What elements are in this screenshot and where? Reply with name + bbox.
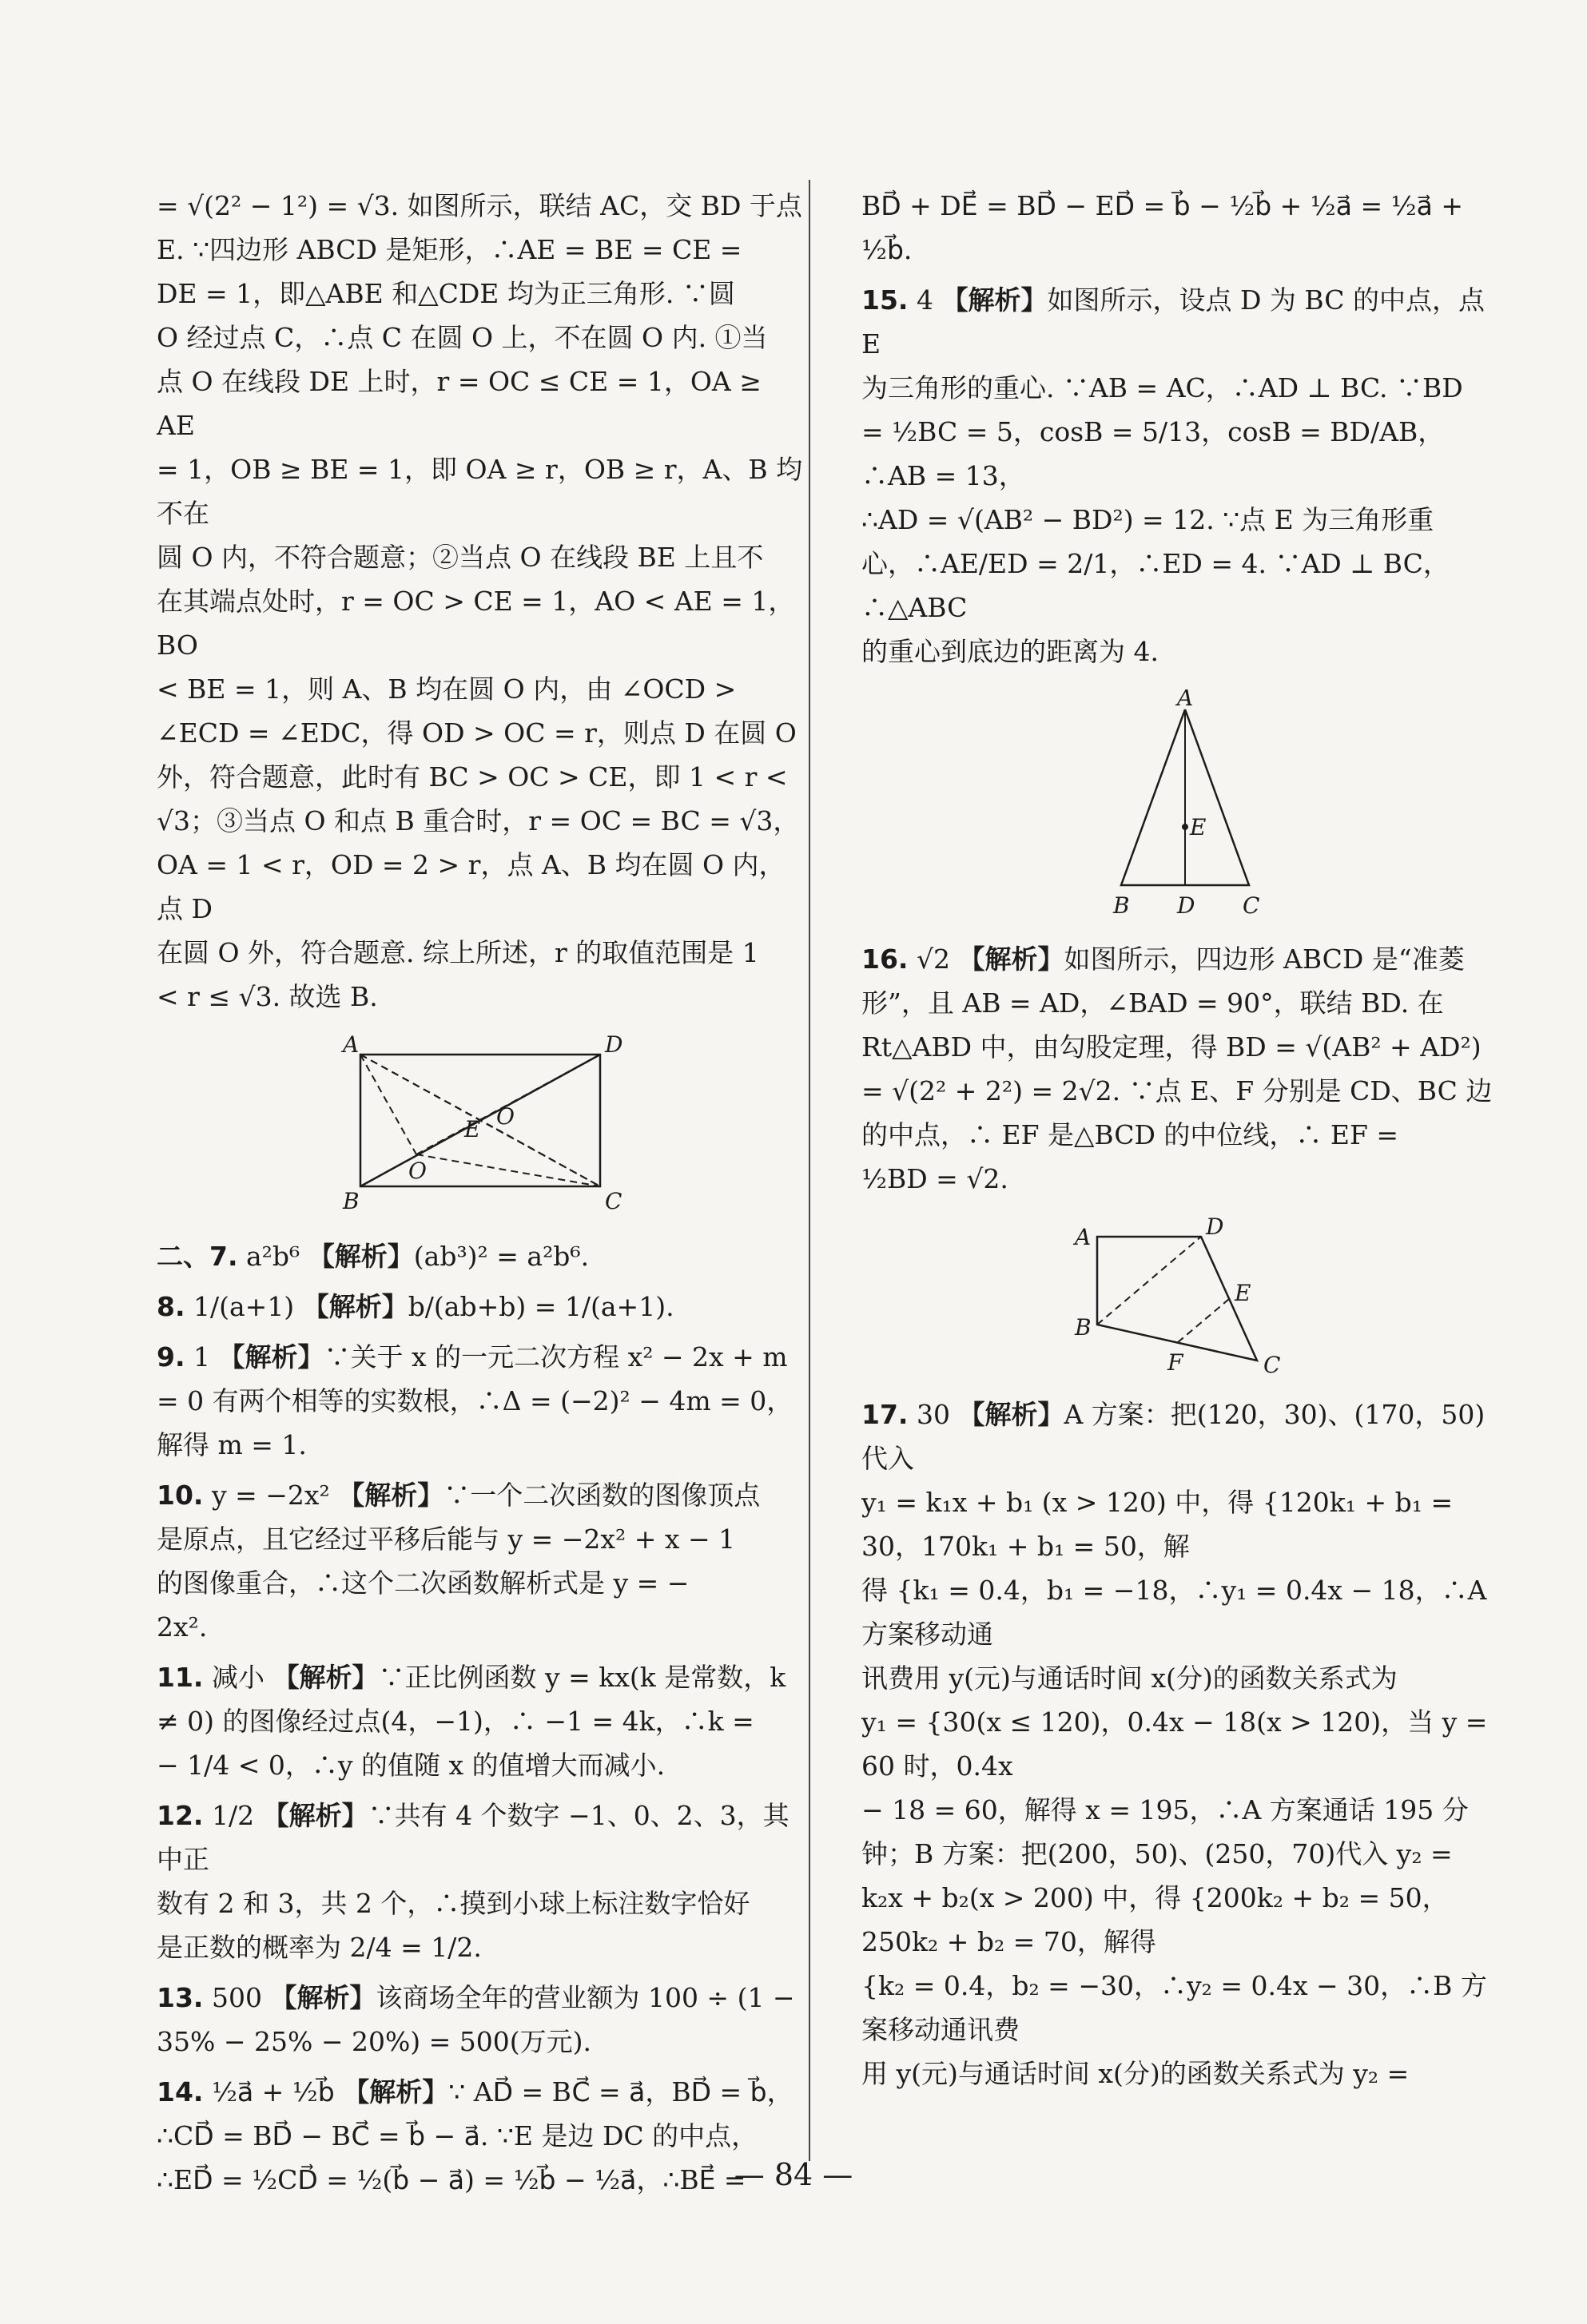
quadrilateral-figure <box>1065 1217 1305 1377</box>
label-O-lower: O <box>408 1158 427 1184</box>
label-D: D <box>1177 892 1195 919</box>
question-17: 17. 30 【解析】A 方案：把(120，30)、(170，50)代入 y₁ = k₁x + b₁ (x > 120) 中，得 {120k₁ + b₁ = 30，170k₁ + b₁ = 50，解 得 {k₁ = 0.4，b₁ = −18，∴y₁ = 0.4x − 18，∴A 方案移动通 讯费用 y(元)与通话时间 x(分)的函数关系式为 y₁ = {30(x ≤ 120)，0.4x − 18(x > 120)，当 y = 60 时，0.4x − 18 = 60，解得 x = 195，∴A 方案通话 195 分 钟；B 方案：把(200，50)、(250，70)代入 y₂ = k₂x + b₂(x > 200) 中，得 {200k₂ + b₂ = 50，250k₂ + b₂ = 70，解得 {k₂ = 0.4，b₂ = −30，∴y₂ = 0.4x − 30，∴B 方案移动通讯费 用 y(元)与通话时间 x(分)的函数关系式为 y₂ = <box>861 1399 1488 2089</box>
question-14-continued: BD⃗ + DE⃗ = BD⃗ − ED⃗ = b⃗ − ½b⃗ + ½a⃗ = ½a⃗ + ½b⃗. <box>861 190 1463 265</box>
label-C: C <box>605 1188 622 1214</box>
rectangle-figure <box>336 1035 624 1218</box>
answer: y = −2x² <box>211 1480 330 1511</box>
left-column <box>157 184 804 2208</box>
answer: 1/(a+1) <box>193 1291 295 1322</box>
page-number: — 84 — <box>734 2157 853 2192</box>
question-7: 二、7. a²b⁶ 【解析】(ab³)² = a²b⁶. <box>157 1241 590 1272</box>
label-A: A <box>343 1035 360 1058</box>
answer: 500 <box>211 1982 262 2013</box>
label-E: E <box>464 1116 481 1142</box>
right-column <box>861 184 1509 2102</box>
question-11: 11. 减小 【解析】∵正比例函数 y = kx(k 是常数，k ≠ 0) 的图像经过点(4，−1)，∴ −1 = 4k，∴k = − 1/4 < 0，∴y 的值随 x 的值增大而减小. <box>157 1662 786 1781</box>
answer: 减小 <box>211 1662 264 1693</box>
answer: 1/2 <box>211 1800 255 1831</box>
answer: a²b⁶ <box>246 1241 300 1272</box>
label-E: E <box>1235 1280 1251 1306</box>
answer: ½a⃗ + ½b⃗ <box>211 2076 335 2107</box>
answer: 30 <box>916 1399 950 1430</box>
label-C: C <box>1263 1352 1281 1377</box>
question-8: 8. 1/(a+1) 【解析】b/(ab+b) = 1/(a+1). <box>157 1291 674 1322</box>
label-E: E <box>1190 814 1207 840</box>
label-C: C <box>1243 892 1260 919</box>
answer: 4 <box>916 284 933 316</box>
label-D: D <box>1206 1217 1224 1240</box>
triangle-figure <box>1081 689 1289 921</box>
label-A: A <box>1177 689 1194 711</box>
label-B: B <box>1075 1314 1092 1341</box>
question-14: 14. ½a⃗ + ½b⃗ 【解析】∵ AD⃗ = BC⃗ = a⃗，BD⃗ = b⃗， ∴CD⃗ = BD⃗ − BC⃗ = b⃗ − a⃗. ∵E 是边 DC 的中点， ∴ED⃗ = ½CD⃗ = ½(b⃗ − a⃗) = ½b⃗ − ½a⃗，∴BE⃗ = <box>157 2076 794 2195</box>
question-15: 15. 4 【解析】如图所示，设点 D 为 BC 的中点，点 E 为三角形的重心. ∵AB = AC，∴AD ⊥ BC. ∵BD = ½BC = 5，cosB = 5/13，cosB = BD/AB，∴AB = 13， ∴AD = √(AB² − BD²) = 12. ∵点 E 为三角形重 心，∴AE/ED = 2/1，∴ED = 4. ∵AD ⊥ BC，∴△ABC 的重心到底边的距离为 4. <box>861 284 1485 667</box>
question-16: 16. √2 【解析】如图所示，四边形 ABCD 是“准菱 形”，且 AB = AD，∠BAD = 90°，联结 BD. 在 Rt△ABD 中，由勾股定理，得 BD = √(AB² + AD²) = √(2² + 2²) = 2√2. ∵点 E、F 分别是 CD、BC 边 的中点，∴ EF 是△BCD 的中位线，∴ EF = ½BD = √2. <box>861 944 1493 1194</box>
question-12: 12. 1/2 【解析】∵共有 4 个数字 −1、0、2、3，其中正 数有 2 和 3，共 2 个，∴摸到小球上标注数字恰好 是正数的概率为 2/4 = 1/2. <box>157 1800 790 1963</box>
label-B: B <box>343 1188 360 1214</box>
answer: √2 <box>916 944 950 975</box>
label-O-upper: O <box>496 1103 515 1130</box>
question-9: 9. 1 【解析】∵关于 x 的一元二次方程 x² − 2x + m = 0 有两个相等的实数根，∴Δ = (−2)² − 4m = 0， 解得 m = 1. <box>157 1341 794 1460</box>
label-D: D <box>605 1035 623 1058</box>
q13-solution-continued: = √(2² − 1²) = √3. 如图所示，联结 AC，交 BD 于点 E. ∵四边形 ABCD 是矩形，∴AE = BE = CE = DE = 1，即△ABE 和△CDE 均为正三角形. ∵圆 O 经过点 C，∴点 C 在圆 O 上，不在圆 O 内. ①当 点 O 在线段 DE 上时，r = OC ≤ CE = 1，OA ≥ AE = 1，OB ≥ BE = 1，即 OA ≥ r，OB ≥ r，A、B 均不在 圆 O 内，不符合题意；②当点 O 在线段 BE 上且不 在其端点处时，r = OC > CE = 1，AO < AE = 1，BO < BE = 1，则 A、B 均在圆 O 内，由 ∠OCD > ∠ECD = ∠EDC，得 OD > OC = r，则点 D 在圆 O 外，符合题意，此时有 BC > OC > CE，即 1 < r < √3；③当点 O 和点 B 重合时，r = OC = BC = √3， OA = 1 < r，OD = 2 > r，点 A、B 均在圆 O 内，点 D 在圆 O 外，符合题意. 综上所述，r 的取值范围是 1 < r ≤ √3. 故选 B. <box>157 190 803 1012</box>
column-divider <box>809 180 810 2161</box>
label-F: F <box>1167 1349 1183 1376</box>
answer: 1 <box>193 1341 210 1373</box>
label-A: A <box>1075 1224 1092 1250</box>
label-B: B <box>1113 892 1130 919</box>
question-10: 10. y = −2x² 【解析】∵一个二次函数的图像顶点 是原点，且它经过平移后能与 y = −2x² + x − 1 的图像重合，∴这个二次函数解析式是 y = − 2x². <box>157 1480 761 1643</box>
question-13: 13. 500 【解析】该商场全年的营业额为 100 ÷ (1 − 35% − 25% − 20%) = 500(万元). <box>157 1982 795 2057</box>
